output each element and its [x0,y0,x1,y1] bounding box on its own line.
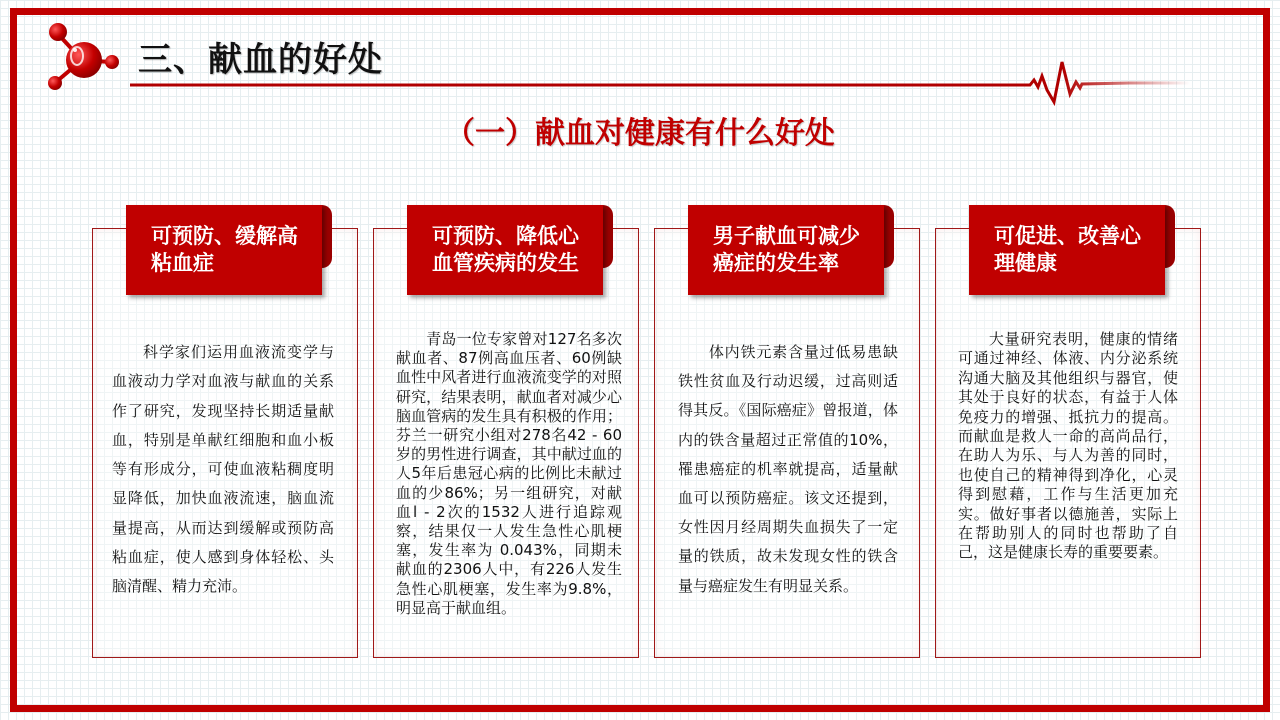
heading-line: 男子献血可减少 [713,224,860,248]
heading-line: 理健康 [994,251,1057,275]
benefit-card-4-heading [969,205,1165,295]
benefit-card-4-body [958,330,1178,563]
benefit-card-2-body [396,330,622,618]
heading-line: 粘血症 [151,251,214,275]
molecule-icon [44,20,124,92]
heartbeat-line-icon [130,52,1190,112]
heading-line: 血管疾病的发生 [432,251,579,275]
body-text: 大量研究表明，健康的情绪可通过神经、体液、内分泌系统沟通大脑及其他组织与器官，使其处于良好的状态，有益于人体免疫力的增强、抵抗力的提高。而献血是救人一命的高尚品行，在助人为乐、与人为善的同时，也使自己的精神得到净化，心灵得到慰藉，工作与生活更加充实。做好事者以德施善，实际上在帮助别人的同时也帮助了自己，这是健康长寿的重要要素。 [958,330,1178,562]
heading-line: 可预防、缓解高 [151,224,298,248]
heading-line: 可预防、降低心 [432,224,579,248]
heading-line: 癌症的发生率 [713,251,839,275]
body-text: 科学家们运用血液流变学与血液动力学对血液与献血的关系作了研究，发现坚持长期适量献血，特别是单献红细胞和血小板等有形成分，可使血液粘稠度明显降低，加快血液流速，脑血流量提高，从而达到缓解或预防高粘血症，使人感到身体轻松、头脑清醒、精力充沛。 [112,343,334,596]
body-text: 青岛一位专家曾对127名多次献血者、87例高血压者、60例缺血性中风者进行血液流变学的对照研究，结果表明，献血者对减少心脑血管病的发生具有积极的作用；芬兰一研究小组对278名42 - 60岁的男性进行调查，其中献过血的人5年后患冠心病的比例比未献过血的少86%；另一组研究，对献血l - 2次的1532人进行追踪观察，结果仅一人发生急性心肌梗塞，发生率为 0.043%，同期未献血的2306人中，有226人发生急性心肌梗塞，发生率为9.8%，明显高于献血组。 [396,330,622,617]
body-text: 体内铁元素含量过低易患缺铁性贫血及行动迟缓，过高则适得其反。《国际癌症》曾报道，体内的铁含量超过正常值的10%，罹患癌症的机率就提高，适量献血可以预防癌症。该文还提到，女性因月经周期失血损失了一定量的铁质，故未发现女性的铁含量与癌症发生有明显关系。 [678,343,898,595]
heading-line: 可促进、改善心 [994,224,1141,248]
benefit-card-3-heading [688,205,884,295]
benefit-card-3-body [678,338,898,601]
benefit-card-2-heading [407,205,603,295]
benefit-card-1-heading [126,205,322,295]
page-title: 三、献血的好处 [138,40,383,80]
benefit-card-1-body [112,338,334,602]
section-subtitle: （一）献血对健康有什么好处 [445,116,835,151]
